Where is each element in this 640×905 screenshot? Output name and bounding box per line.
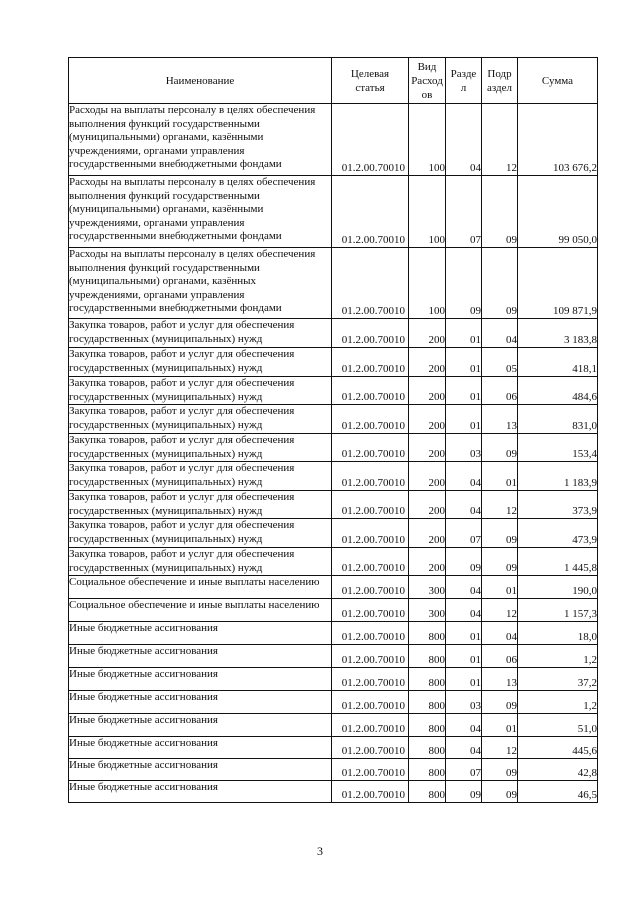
row-razdel-cell: 04 — [446, 462, 482, 491]
row-name-line: Иные бюджетные ассигнования — [69, 645, 218, 657]
header-vid-cell — [409, 58, 446, 104]
row-name-line: государственных (муниципальных) нужд — [69, 504, 263, 517]
row-name-line: Иные бюджетные ассигнования — [69, 714, 218, 726]
table-header — [69, 58, 598, 104]
row-podrazdel-cell: 13 — [482, 668, 518, 691]
header-line: Сумма — [541, 74, 574, 87]
row-summa-cell: 190,0 — [518, 576, 598, 599]
row-razdel-cell: 07 — [446, 176, 482, 248]
row-razdel-cell: 09 — [446, 781, 482, 803]
row-vid-cell: 200 — [409, 434, 446, 462]
header-line: аздел — [487, 81, 512, 94]
row-name-line: выполнения функций государственными — [69, 189, 260, 202]
row-name-line: Социальное обеспечение и иные выплаты населению — [69, 599, 320, 611]
header-line: Вид — [417, 60, 437, 73]
row-vid-cell: 200 — [409, 348, 446, 377]
row-name-line: Иные бюджетные ассигнования — [69, 691, 218, 703]
row-name-line: государственных (муниципальных) нужд — [69, 390, 263, 403]
table-row — [69, 519, 598, 548]
row-podrazdel-cell: 12 — [482, 737, 518, 759]
row-name-line: государственных (муниципальных) нужд — [69, 447, 263, 460]
row-razdel-cell: 09 — [446, 548, 482, 576]
row-name-cell — [69, 248, 332, 319]
row-name-line: Расходы на выплаты персоналу в целях обеспечения — [69, 104, 316, 116]
row-code-cell: 01.2.00.70010 — [332, 405, 409, 434]
row-name-cell — [69, 405, 332, 434]
row-razdel-cell: 04 — [446, 576, 482, 599]
row-code-cell: 01.2.00.70010 — [332, 491, 409, 519]
row-summa-cell: 445,6 — [518, 737, 598, 759]
row-code-cell: 01.2.00.70010 — [332, 519, 409, 548]
table-body — [69, 104, 598, 803]
table-row — [69, 737, 598, 759]
row-podrazdel-cell: 01 — [482, 714, 518, 737]
row-razdel-cell: 04 — [446, 104, 482, 176]
row-name-line: Закупка товаров, работ и услуг для обеспечения — [69, 548, 295, 560]
row-vid-cell: 100 — [409, 104, 446, 176]
row-summa-cell: 46,5 — [518, 781, 598, 803]
row-vid-cell: 200 — [409, 319, 446, 348]
row-podrazdel-cell: 09 — [482, 781, 518, 803]
row-name-line: (муниципальными) органами, казёнными — [69, 203, 264, 215]
table-row — [69, 781, 598, 803]
row-name-line: государственными внебюджетными фондами — [69, 158, 282, 170]
row-name-line: учреждениями, органами управления — [69, 288, 245, 301]
row-summa-cell: 103 676,2 — [518, 104, 598, 176]
table-row — [69, 405, 598, 434]
row-name-cell — [69, 714, 332, 737]
row-podrazdel-cell: 12 — [482, 599, 518, 622]
row-name-line: Закупка товаров, работ и услуг для обеспечения — [69, 491, 295, 503]
header-code-cell — [332, 58, 409, 104]
row-name-line: Иные бюджетные ассигнования — [69, 622, 218, 634]
row-code-cell: 01.2.00.70010 — [332, 714, 409, 737]
row-name-line: Закупка товаров, работ и услуг для обеспечения — [69, 462, 295, 474]
row-razdel-cell: 01 — [446, 319, 482, 348]
table-row — [69, 377, 598, 405]
row-code-cell: 01.2.00.70010 — [332, 377, 409, 405]
row-name-line: выполнения функций государственными — [69, 261, 260, 274]
row-name-cell — [69, 737, 332, 759]
row-podrazdel-cell: 12 — [482, 491, 518, 519]
row-razdel-cell: 07 — [446, 519, 482, 548]
table-row — [69, 668, 598, 691]
row-name-cell — [69, 319, 332, 348]
row-code-cell: 01.2.00.70010 — [332, 599, 409, 622]
row-code-cell: 01.2.00.70010 — [332, 737, 409, 759]
row-vid-cell: 800 — [409, 759, 446, 781]
header-line: Наименование — [165, 74, 235, 87]
row-summa-cell: 373,9 — [518, 491, 598, 519]
row-name-cell — [69, 622, 332, 645]
row-podrazdel-cell: 09 — [482, 176, 518, 248]
row-name-cell — [69, 104, 332, 176]
row-podrazdel-cell: 04 — [482, 319, 518, 348]
row-code-cell: 01.2.00.70010 — [332, 645, 409, 668]
row-podrazdel-cell: 13 — [482, 405, 518, 434]
row-summa-cell: 51,0 — [518, 714, 598, 737]
row-name-cell — [69, 377, 332, 405]
row-summa-cell: 1,2 — [518, 645, 598, 668]
row-summa-cell: 1,2 — [518, 691, 598, 714]
row-podrazdel-cell: 12 — [482, 104, 518, 176]
row-vid-cell: 800 — [409, 622, 446, 645]
table-row — [69, 462, 598, 491]
row-vid-cell: 800 — [409, 645, 446, 668]
row-summa-cell: 1 157,3 — [518, 599, 598, 622]
table-row — [69, 576, 598, 599]
row-vid-cell: 200 — [409, 548, 446, 576]
header-podrazdel-cell — [482, 58, 518, 104]
row-name-line: Иные бюджетные ассигнования — [69, 781, 218, 793]
table-row — [69, 645, 598, 668]
row-code-cell: 01.2.00.70010 — [332, 759, 409, 781]
row-vid-cell: 100 — [409, 176, 446, 248]
row-podrazdel-cell: 09 — [482, 519, 518, 548]
row-vid-cell: 300 — [409, 576, 446, 599]
row-razdel-cell: 04 — [446, 599, 482, 622]
table-row — [69, 434, 598, 462]
row-razdel-cell: 03 — [446, 691, 482, 714]
row-podrazdel-cell: 09 — [482, 248, 518, 319]
row-name-cell — [69, 548, 332, 576]
row-name-line: государственными внебюджетными фондами — [69, 230, 282, 242]
row-podrazdel-cell: 09 — [482, 548, 518, 576]
table-row — [69, 759, 598, 781]
table-row — [69, 548, 598, 576]
row-name-line: Закупка товаров, работ и услуг для обеспечения — [69, 519, 295, 531]
row-name-line: Социальное обеспечение и иные выплаты населению — [69, 576, 320, 588]
table-row — [69, 348, 598, 377]
row-name-line: Закупка товаров, работ и услуг для обеспечения — [69, 348, 295, 360]
header-line: Расход — [411, 74, 443, 87]
row-summa-cell: 1 445,8 — [518, 548, 598, 576]
row-razdel-cell: 04 — [446, 714, 482, 737]
row-code-cell: 01.2.00.70010 — [332, 348, 409, 377]
row-name-line: Закупка товаров, работ и услуг для обеспечения — [69, 405, 295, 417]
row-summa-cell: 1 183,9 — [518, 462, 598, 491]
table-row — [69, 104, 598, 176]
header-razdel-cell — [446, 58, 482, 104]
table-row — [69, 622, 598, 645]
row-name-line: Расходы на выплаты персоналу в целях обеспечения — [69, 248, 316, 260]
row-name-cell — [69, 519, 332, 548]
row-vid-cell: 100 — [409, 248, 446, 319]
row-name-line: учреждениями, органами управления — [69, 216, 245, 229]
row-name-line: Иные бюджетные ассигнования — [69, 668, 218, 680]
row-razdel-cell: 01 — [446, 645, 482, 668]
row-name-cell — [69, 434, 332, 462]
row-name-line: (муниципальными) органами, казёнными — [69, 131, 264, 143]
header-name-cell — [69, 58, 332, 104]
row-vid-cell: 300 — [409, 599, 446, 622]
row-code-cell: 01.2.00.70010 — [332, 781, 409, 803]
row-code-cell: 01.2.00.70010 — [332, 548, 409, 576]
row-podrazdel-cell: 09 — [482, 691, 518, 714]
header-line: Разде — [450, 67, 477, 80]
row-summa-cell: 3 183,8 — [518, 319, 598, 348]
row-vid-cell: 800 — [409, 691, 446, 714]
row-code-cell: 01.2.00.70010 — [332, 691, 409, 714]
page-number: 3 — [317, 844, 323, 858]
row-summa-cell: 484,6 — [518, 377, 598, 405]
row-summa-cell: 418,1 — [518, 348, 598, 377]
row-name-line: учреждениями, органами управления — [69, 144, 245, 157]
row-podrazdel-cell: 09 — [482, 434, 518, 462]
row-name-line: Закупка товаров, работ и услуг для обеспечения — [69, 319, 295, 331]
table-row — [69, 691, 598, 714]
row-name-line: государственных (муниципальных) нужд — [69, 332, 263, 345]
row-name-line: государственных (муниципальных) нужд — [69, 475, 263, 488]
row-vid-cell: 800 — [409, 737, 446, 759]
row-vid-cell: 800 — [409, 668, 446, 691]
row-name-cell — [69, 691, 332, 714]
row-name-line: Иные бюджетные ассигнования — [69, 737, 218, 749]
row-vid-cell: 200 — [409, 462, 446, 491]
row-razdel-cell: 07 — [446, 759, 482, 781]
row-code-cell: 01.2.00.70010 — [332, 176, 409, 248]
header-summa-cell — [518, 58, 598, 104]
header-line: л — [460, 81, 467, 94]
row-razdel-cell: 01 — [446, 377, 482, 405]
table-row — [69, 248, 598, 319]
row-name-cell — [69, 781, 332, 803]
row-podrazdel-cell: 06 — [482, 645, 518, 668]
table-row — [69, 491, 598, 519]
table-row — [69, 714, 598, 737]
row-summa-cell: 109 871,9 — [518, 248, 598, 319]
row-name-cell — [69, 668, 332, 691]
row-podrazdel-cell: 01 — [482, 576, 518, 599]
row-name-line: государственных (муниципальных) нужд — [69, 561, 263, 574]
row-summa-cell: 42,8 — [518, 759, 598, 781]
row-name-cell — [69, 599, 332, 622]
row-razdel-cell: 03 — [446, 434, 482, 462]
row-name-line: Закупка товаров, работ и услуг для обеспечения — [69, 434, 295, 446]
row-name-cell — [69, 348, 332, 377]
row-razdel-cell: 01 — [446, 622, 482, 645]
row-summa-cell: 153,4 — [518, 434, 598, 462]
row-name-line: государственных (муниципальных) нужд — [69, 361, 263, 374]
row-vid-cell: 800 — [409, 714, 446, 737]
row-code-cell: 01.2.00.70010 — [332, 434, 409, 462]
row-name-line: Расходы на выплаты персоналу в целях обеспечения — [69, 176, 316, 188]
row-vid-cell: 800 — [409, 781, 446, 803]
row-razdel-cell: 04 — [446, 737, 482, 759]
header-row — [69, 58, 598, 104]
header-line: Подр — [487, 67, 512, 80]
row-name-line: государственных (муниципальных) нужд — [69, 532, 263, 545]
row-name-line: государственных (муниципальных) нужд — [69, 418, 263, 431]
row-name-line: Иные бюджетные ассигнования — [69, 759, 218, 771]
budget-table — [68, 57, 598, 803]
row-razdel-cell: 01 — [446, 405, 482, 434]
row-name-cell — [69, 462, 332, 491]
header-line: статья — [355, 81, 385, 94]
table-row — [69, 176, 598, 248]
row-code-cell: 01.2.00.70010 — [332, 668, 409, 691]
row-code-cell: 01.2.00.70010 — [332, 104, 409, 176]
table-row — [69, 599, 598, 622]
row-name-cell — [69, 176, 332, 248]
row-name-cell — [69, 645, 332, 668]
row-razdel-cell: 09 — [446, 248, 482, 319]
row-name-line: государственными внебюджетными фондами — [69, 302, 282, 314]
row-vid-cell: 200 — [409, 491, 446, 519]
row-name-cell — [69, 576, 332, 599]
row-code-cell: 01.2.00.70010 — [332, 248, 409, 319]
row-vid-cell: 200 — [409, 377, 446, 405]
row-podrazdel-cell: 04 — [482, 622, 518, 645]
row-vid-cell: 200 — [409, 519, 446, 548]
row-name-line: выполнения функций государственными — [69, 117, 260, 130]
row-name-cell — [69, 759, 332, 781]
row-code-cell: 01.2.00.70010 — [332, 576, 409, 599]
row-podrazdel-cell: 09 — [482, 759, 518, 781]
header-line: Целевая — [350, 67, 390, 80]
row-vid-cell: 200 — [409, 405, 446, 434]
header-line: ов — [421, 88, 433, 101]
row-summa-cell: 831,0 — [518, 405, 598, 434]
row-podrazdel-cell: 06 — [482, 377, 518, 405]
row-podrazdel-cell: 05 — [482, 348, 518, 377]
row-code-cell: 01.2.00.70010 — [332, 622, 409, 645]
row-podrazdel-cell: 01 — [482, 462, 518, 491]
table-row — [69, 319, 598, 348]
row-summa-cell: 473,9 — [518, 519, 598, 548]
row-razdel-cell: 01 — [446, 348, 482, 377]
row-summa-cell: 99 050,0 — [518, 176, 598, 248]
row-code-cell: 01.2.00.70010 — [332, 462, 409, 491]
row-name-cell — [69, 491, 332, 519]
row-razdel-cell: 04 — [446, 491, 482, 519]
row-summa-cell: 37,2 — [518, 668, 598, 691]
row-name-line: (муниципальными) органами, казённых — [69, 275, 257, 287]
row-razdel-cell: 01 — [446, 668, 482, 691]
row-name-line: Закупка товаров, работ и услуг для обеспечения — [69, 377, 295, 389]
row-code-cell: 01.2.00.70010 — [332, 319, 409, 348]
row-summa-cell: 18,0 — [518, 622, 598, 645]
